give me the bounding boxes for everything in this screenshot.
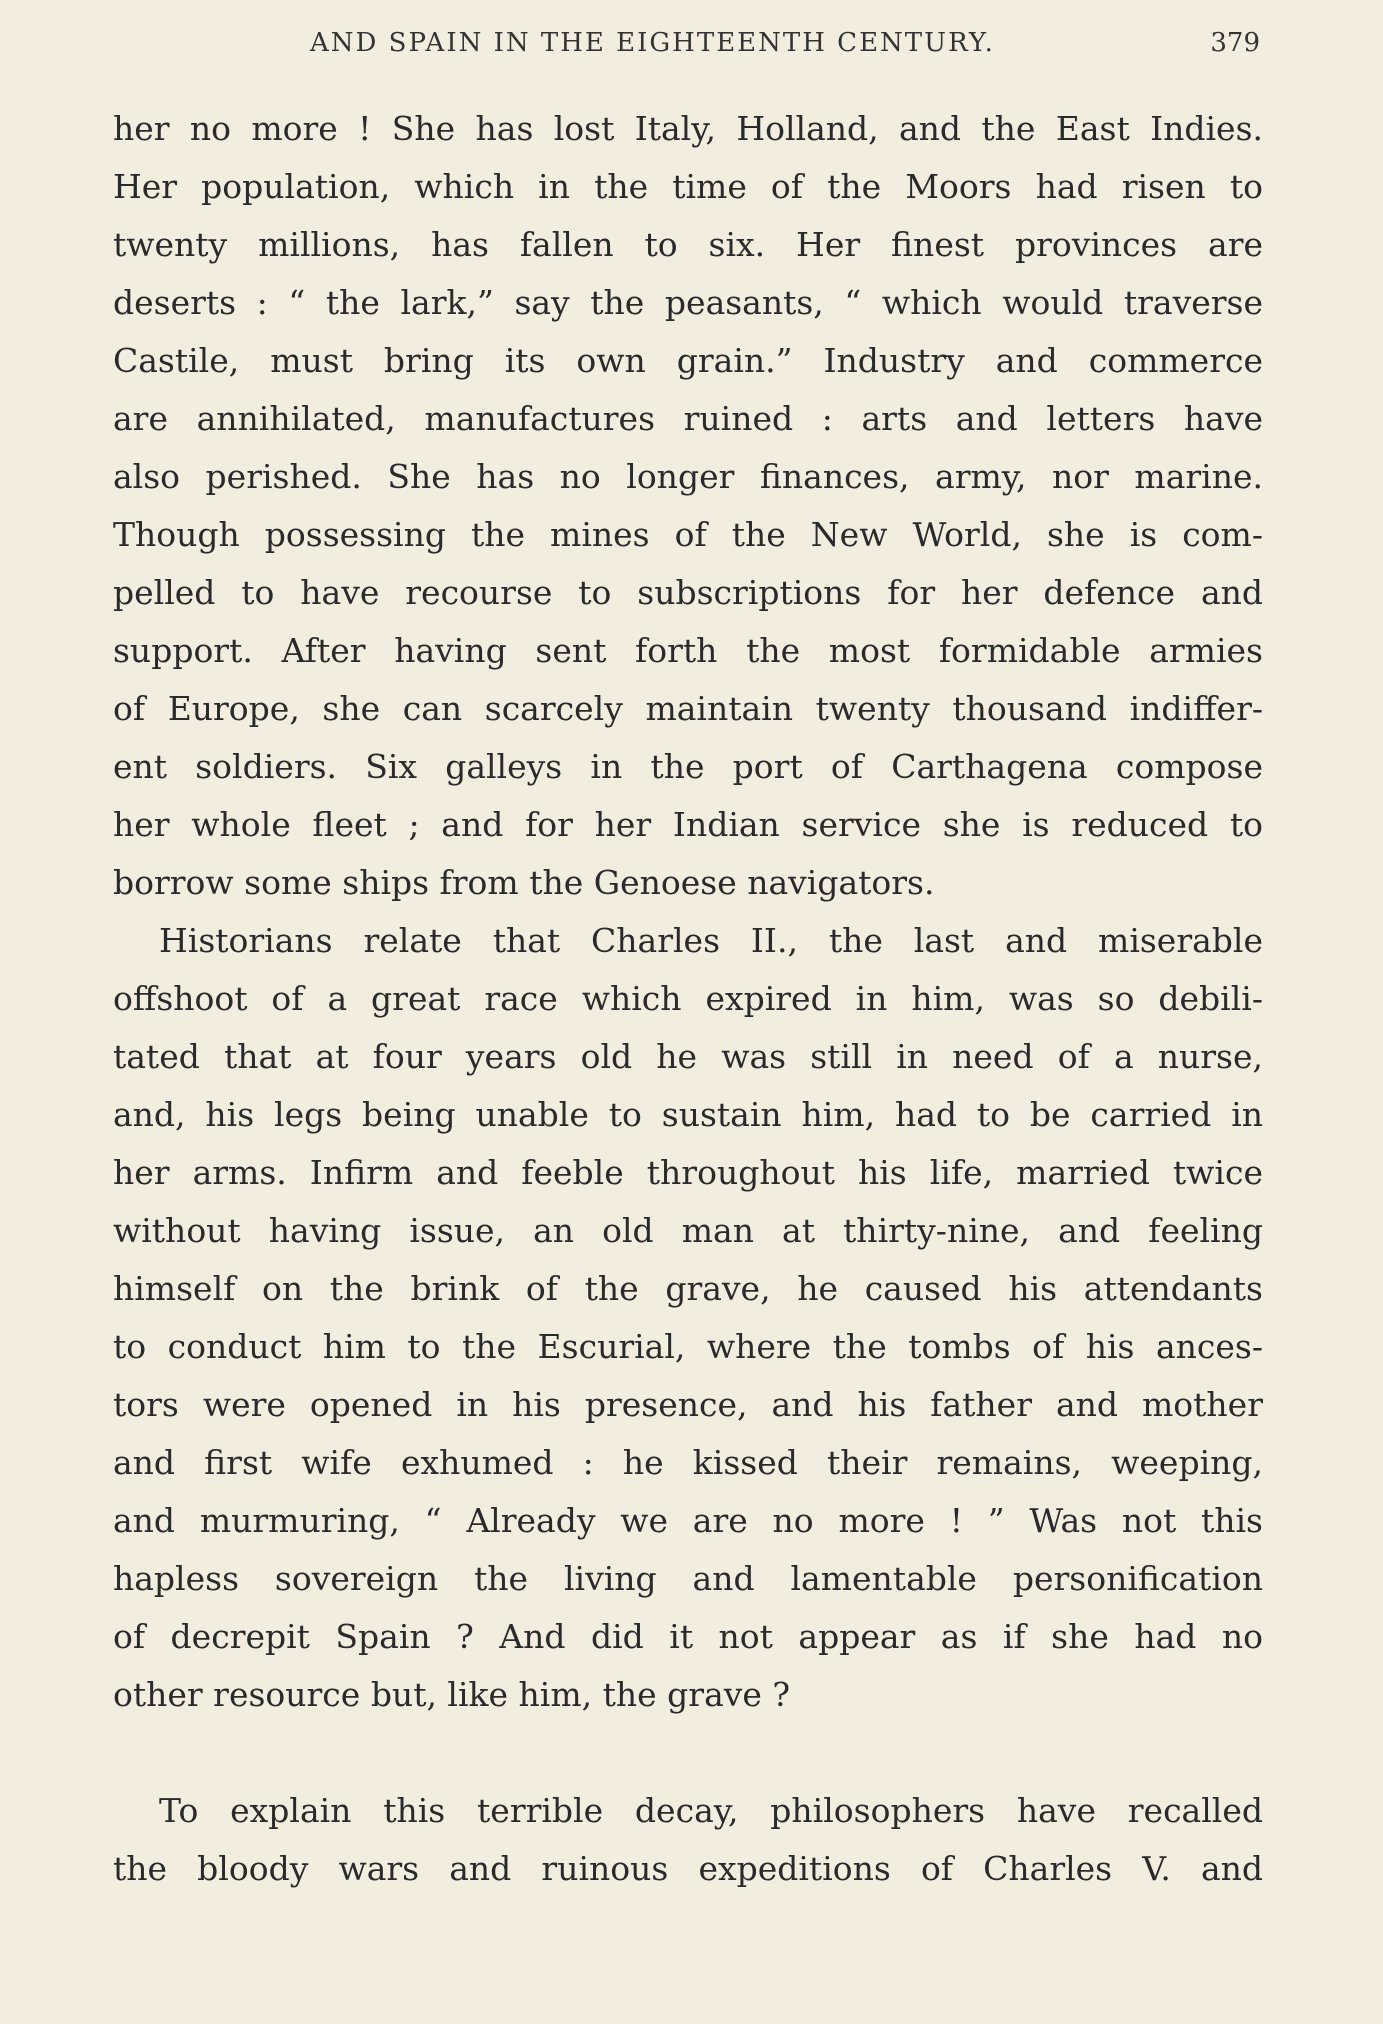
text-line: To explain this terrible decay, philosophers have recalled	[159, 1791, 1263, 1830]
page-number: 379	[1210, 28, 1260, 58]
text-line: tated that at four years old he was still in need of a nurse,	[113, 1037, 1263, 1076]
text-line: of decrepit Spain ? And did it not appear as if she had no	[113, 1617, 1263, 1656]
text-line: her whole fleet ; and for her Indian service she is reduced to	[113, 805, 1263, 844]
text-line: of Europe, she can scarcely maintain twenty thousand indiffer-	[113, 689, 1263, 728]
page-header	[110, 28, 1260, 68]
section-break	[113, 1724, 1263, 1782]
text-line: are annihilated, manufactures ruined : arts and letters have	[113, 399, 1263, 438]
text-line: ent soldiers. Six galleys in the port of Carthagena compose	[113, 747, 1263, 786]
text-line: other resource but, like him, the grave ?	[113, 1675, 791, 1714]
text-line: deserts : “ the lark,” say the peasants, “ which would traverse	[113, 283, 1263, 322]
text-line: offshoot of a great race which expired in him, was so debili-	[113, 979, 1263, 1018]
text-line: Though possessing the mines of the New World, she is com-	[113, 515, 1263, 554]
text-line: Castile, must bring its own grain.” Industry and commerce	[113, 341, 1263, 380]
running-title: AND SPAIN IN THE EIGHTEENTH CENTURY.	[310, 28, 995, 58]
text-line: Her population, which in the time of the Moors had risen to	[113, 167, 1263, 206]
paragraph-3	[113, 1782, 1263, 1898]
text-line: hapless sovereign the living and lamentable personification	[113, 1559, 1263, 1598]
text-line: support. After having sent forth the most formidable armies	[113, 631, 1263, 670]
text-line: to conduct him to the Escurial, where the tombs of his ances-	[113, 1327, 1263, 1366]
text-line: and, his legs being unable to sustain him, had to be carried in	[113, 1095, 1263, 1134]
text-line: himself on the brink of the grave, he caused his attendants	[113, 1269, 1263, 1308]
paragraph-1	[113, 100, 1263, 912]
paragraph-2	[113, 912, 1263, 1724]
text-line: twenty millions, has fallen to six. Her finest provinces are	[113, 225, 1263, 264]
text-line: her arms. Infirm and feeble throughout his life, married twice	[113, 1153, 1263, 1192]
text-line: also perished. She has no longer finances, army, nor marine.	[113, 457, 1263, 496]
text-line: and murmuring, “ Already we are no more ! ” Was not this	[113, 1501, 1263, 1540]
text-line: her no more ! She has lost Italy, Holland, and the East Indies.	[113, 109, 1263, 148]
text-line: pelled to have recourse to subscriptions for her defence and	[113, 573, 1263, 612]
body-text	[113, 100, 1263, 1898]
text-line: without having issue, an old man at thirty-nine, and feeling	[113, 1211, 1263, 1250]
text-line: and first wife exhumed : he kissed their remains, weeping,	[113, 1443, 1263, 1482]
text-line: borrow some ships from the Genoese navigators.	[113, 863, 935, 902]
text-line: the bloody wars and ruinous expeditions of Charles V. and	[113, 1849, 1263, 1888]
text-line: tors were opened in his presence, and his father and mother	[113, 1385, 1263, 1424]
text-line: Historians relate that Charles II., the last and miserable	[159, 921, 1263, 960]
